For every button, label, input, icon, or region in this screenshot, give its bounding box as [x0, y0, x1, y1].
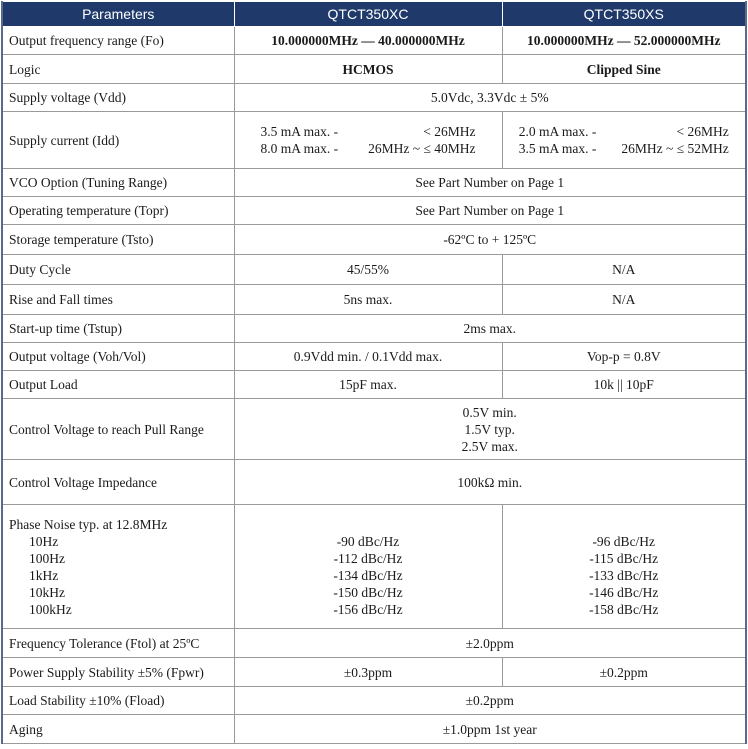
row-value-xs: -96 dBc/Hz -115 dBc/Hz -133 dBc/Hz -146 dBc/Hz -158 dBc/Hz	[502, 505, 746, 629]
row-value: See Part Number on Page 1	[234, 197, 746, 225]
row-label: Duty Cycle	[2, 255, 234, 285]
row-aging	[2, 715, 746, 744]
row-label: Supply current (Idd)	[2, 112, 234, 169]
row-value-xc: 45/55%	[234, 255, 502, 285]
row-value-xs	[502, 112, 746, 169]
row-value: See Part Number on Page 1	[234, 169, 746, 197]
row-label: Control Voltage Impedance	[2, 460, 234, 505]
row-startup-time	[2, 315, 746, 343]
row-frequency-tolerance	[2, 629, 746, 658]
row-output-load	[2, 371, 746, 399]
header-row	[2, 2, 746, 27]
row-label: Operating temperature (Topr)	[2, 197, 234, 225]
row-supply-current	[2, 112, 746, 169]
header-qtct350xs: QTCT350XS	[502, 2, 746, 27]
row-value-xs: 10k || 10pF	[502, 371, 746, 399]
row-operating-temperature	[2, 197, 746, 225]
row-value: ±0.2ppm	[234, 687, 746, 715]
row-supply-voltage	[2, 84, 746, 112]
row-label: Output voltage (Voh/Vol)	[2, 343, 234, 371]
row-value-xc: 0.9Vdd min. / 0.1Vdd max.	[234, 343, 502, 371]
row-label: Power Supply Stability ±5% (Fpwr)	[2, 658, 234, 687]
row-value-xs: Clipped Sine	[502, 55, 746, 84]
row-control-voltage-impedance	[2, 460, 746, 505]
row-value-xc	[234, 112, 502, 169]
row-label: VCO Option (Tuning Range)	[2, 169, 234, 197]
row-output-frequency	[2, 27, 746, 55]
row-label: Phase Noise typ. at 12.8MHz 10Hz 100Hz 1kHz 10kHz 100kHz	[2, 505, 234, 629]
row-value-xs: N/A	[502, 255, 746, 285]
row-value-xs: Vop-p = 0.8V	[502, 343, 746, 371]
row-value-xs: 10.000000MHz — 52.000000MHz	[502, 27, 746, 55]
row-output-voltage	[2, 343, 746, 371]
row-label: Load Stability ±10% (Fload)	[2, 687, 234, 715]
row-duty-cycle	[2, 255, 746, 285]
row-value: -62ºC to + 125ºC	[234, 225, 746, 255]
row-power-supply-stability	[2, 658, 746, 687]
spec-table	[1, 1, 747, 744]
row-phase-noise	[2, 505, 746, 629]
idd-line: 3.5 mA max. - 26MHz ~ ≤ 52MHz	[518, 141, 729, 156]
row-storage-temperature	[2, 225, 746, 255]
row-vco-option	[2, 169, 746, 197]
row-value-xs: N/A	[502, 285, 746, 315]
row-value-xc: 5ns max.	[234, 285, 502, 315]
row-label: Supply voltage (Vdd)	[2, 84, 234, 112]
row-label: Start-up time (Tstup)	[2, 315, 234, 343]
row-value: ±2.0ppm	[234, 629, 746, 658]
idd-line: 2.0 mA max. - < 26MHz	[518, 124, 729, 139]
row-control-voltage-pull	[2, 399, 746, 460]
row-value-xs: ±0.2ppm	[502, 658, 746, 687]
row-load-stability	[2, 687, 746, 715]
row-value-xc: -90 dBc/Hz -112 dBc/Hz -134 dBc/Hz -150 dBc/Hz -156 dBc/Hz	[234, 505, 502, 629]
idd-line: 3.5 mA max. - < 26MHz	[260, 124, 476, 139]
row-value-xc: HCMOS	[234, 55, 502, 84]
row-value: 5.0Vdc, 3.3Vdc ± 5%	[234, 84, 746, 112]
header-qtct350xc: QTCT350XC	[234, 2, 502, 27]
row-value: 2ms max.	[234, 315, 746, 343]
idd-line: 8.0 mA max. - 26MHz ~ ≤ 40MHz	[260, 141, 476, 156]
row-value-xc: 10.000000MHz — 40.000000MHz	[234, 27, 502, 55]
row-label: Rise and Fall times	[2, 285, 234, 315]
row-label: Output frequency range (Fo)	[2, 27, 234, 55]
row-label: Control Voltage to reach Pull Range	[2, 399, 234, 460]
row-label: Frequency Tolerance (Ftol) at 25ºC	[2, 629, 234, 658]
row-value-xc: ±0.3ppm	[234, 658, 502, 687]
row-logic	[2, 55, 746, 84]
row-value: 100kΩ min.	[234, 460, 746, 505]
row-label: Aging	[2, 715, 234, 744]
row-value: 0.5V min. 1.5V typ. 2.5V max.	[234, 399, 746, 460]
header-parameters: Parameters	[2, 2, 234, 27]
row-label: Storage temperature (Tsto)	[2, 225, 234, 255]
row-rise-fall	[2, 285, 746, 315]
row-label: Logic	[2, 55, 234, 84]
row-value: ±1.0ppm 1st year	[234, 715, 746, 744]
row-label: Output Load	[2, 371, 234, 399]
row-value-xc: 15pF max.	[234, 371, 502, 399]
